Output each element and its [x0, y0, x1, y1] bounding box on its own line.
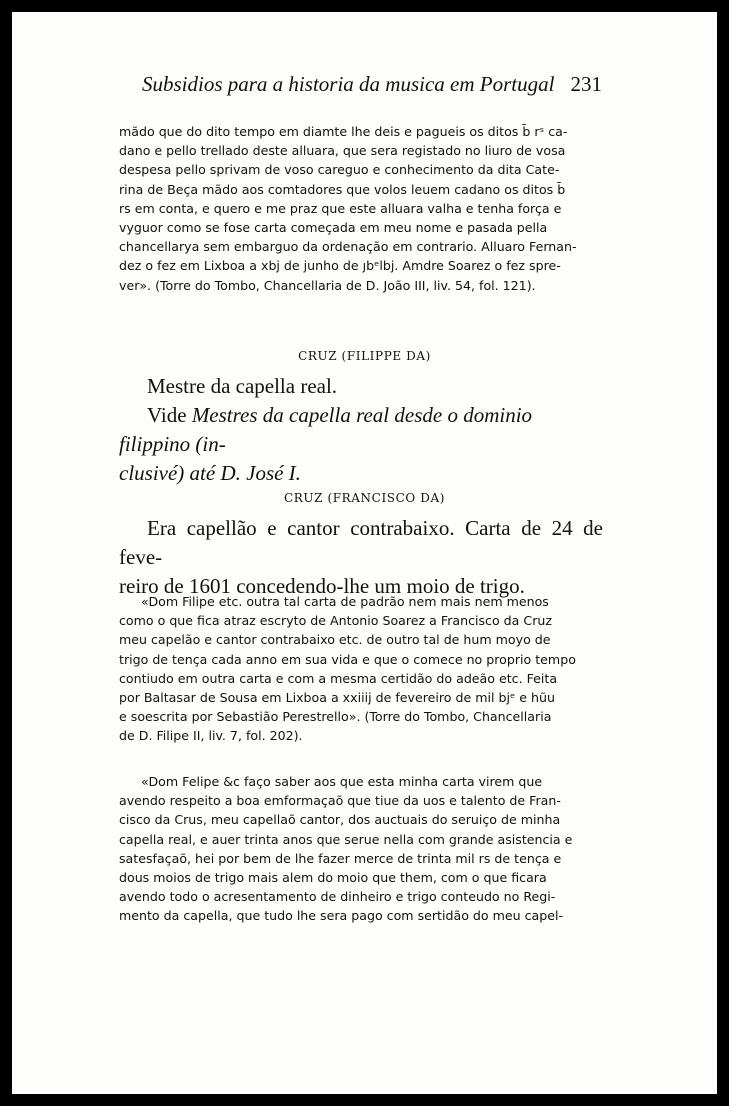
entry-text-cross-ref-cont: [119, 459, 603, 488]
text-line: dous moios de trigo mais alem do moio que them, com o que ficara: [119, 870, 547, 886]
text-line: mento da capella, que tudo lhe sera pago com sertidão do meu capel-: [119, 908, 564, 924]
cross-reference: Mestres da capella real desde o dominio filippino (in-: [119, 403, 533, 456]
document-page: [12, 12, 717, 1094]
entry-text: Era capellão e cantor contrabaixo. Carta de 24 de feve-: [119, 516, 603, 569]
text-line: «Dom Felipe &c faço saber aos que esta minha carta virem que: [141, 774, 543, 789]
text-line: satesfaçaõ, hei por bem de lhe fazer merce de trinta mil rs de tença e: [119, 850, 562, 866]
quoted-document-2: [119, 592, 603, 746]
entry-text-cross-ref: [119, 401, 603, 459]
running-header: [142, 72, 602, 108]
entry-text: Vide: [147, 403, 192, 427]
text-line: cisco da Crus, meu capellaõ cantor, dos auctuais do seruiço de minha: [119, 812, 561, 828]
entry-filippe-body: [119, 372, 603, 488]
text-line: ver». (Torre do Tombo, Chancellaria de D. João III, liv. 54, fol. 121).: [119, 277, 536, 293]
entry-text: Mestre da capella real.: [147, 374, 338, 398]
text-line: chancellarya sem embarguo da ordenação em contrario. Alluaro Fernan-: [119, 239, 577, 255]
text-line: de D. Filipe II, liv. 7, fol. 202).: [119, 728, 303, 744]
text-line: rina de Beça mãdo aos comtadores que volos leuem cadano os ditos b̄: [119, 181, 566, 197]
text-line: contiudo em outra carta e com a mesma certidão do adeão etc. Feita: [119, 670, 558, 686]
entry-francisco-body: [119, 514, 603, 601]
entry-heading-filippe: CRUZ (FILIPPE DA): [298, 349, 431, 363]
entry-heading-francisco: CRUZ (FRANCISCO DA): [283, 491, 446, 505]
text-line: como o que fica atraz escryto de Antonio Soarez a Francisco da Cruz: [119, 613, 552, 629]
text-line: avendo respeito a boa emformaçaõ que tiue da uos e talento de Fran-: [119, 793, 561, 809]
entry-text: reiro de 1601 concedendo-lhe um moio de trigo.: [119, 574, 525, 598]
text-line: avendo todo o acresentamento de dinheiro e trigo conteudo no Regi-: [119, 889, 556, 905]
page-number: 231: [570, 72, 602, 96]
text-line: rs em conta, e quero e me praz que este alluara valha e tenha força e: [119, 200, 562, 216]
text-line: meu capelão e cantor contrabaixo etc. de outro tal de hum moyo de: [119, 632, 551, 648]
text-line: capella real, e auer trinta anos que serue nella com grande asistencia e: [119, 831, 573, 847]
header-title: Subsidios para a historia da musica em Portugal: [142, 72, 555, 96]
text-line: e soescrita por Sebastião Perestrello». (Torre do Tombo, Chancellaria: [119, 709, 552, 725]
text-line: despesa pello sprivam de voso careguo e conhecimento da dita Cate-: [119, 162, 560, 178]
cross-reference: clusivé) até D. José I.: [119, 461, 301, 485]
text-line: vyguor como se fose carta começada em meu nome e pasada pella: [119, 220, 548, 236]
quoted-document-1: [119, 122, 603, 295]
text-line: trigo de tença cada anno em sua vida e que o comece no proprio tempo: [119, 651, 576, 667]
text-line: dano e pello trellado deste alluara, que sera registado no liuro de vosa: [119, 143, 566, 159]
text-line: mãdo que do dito tempo em diamte lhe deis e pagueis os ditos b̄ rˢ ca-: [119, 124, 568, 139]
text-line: «Dom Filipe etc. outra tal carta de padrão nem mais nem menos: [141, 594, 549, 609]
text-line: dez o fez em Lixboa a xbj de junho de ȷbᵉlbj. Amdre Soarez o fez spre-: [119, 258, 561, 274]
text-line: por Baltasar de Sousa em Lixboa a xxiiij de fevereiro de mil bjᵉ e hũu: [119, 690, 555, 706]
quoted-document-3: [119, 772, 603, 926]
